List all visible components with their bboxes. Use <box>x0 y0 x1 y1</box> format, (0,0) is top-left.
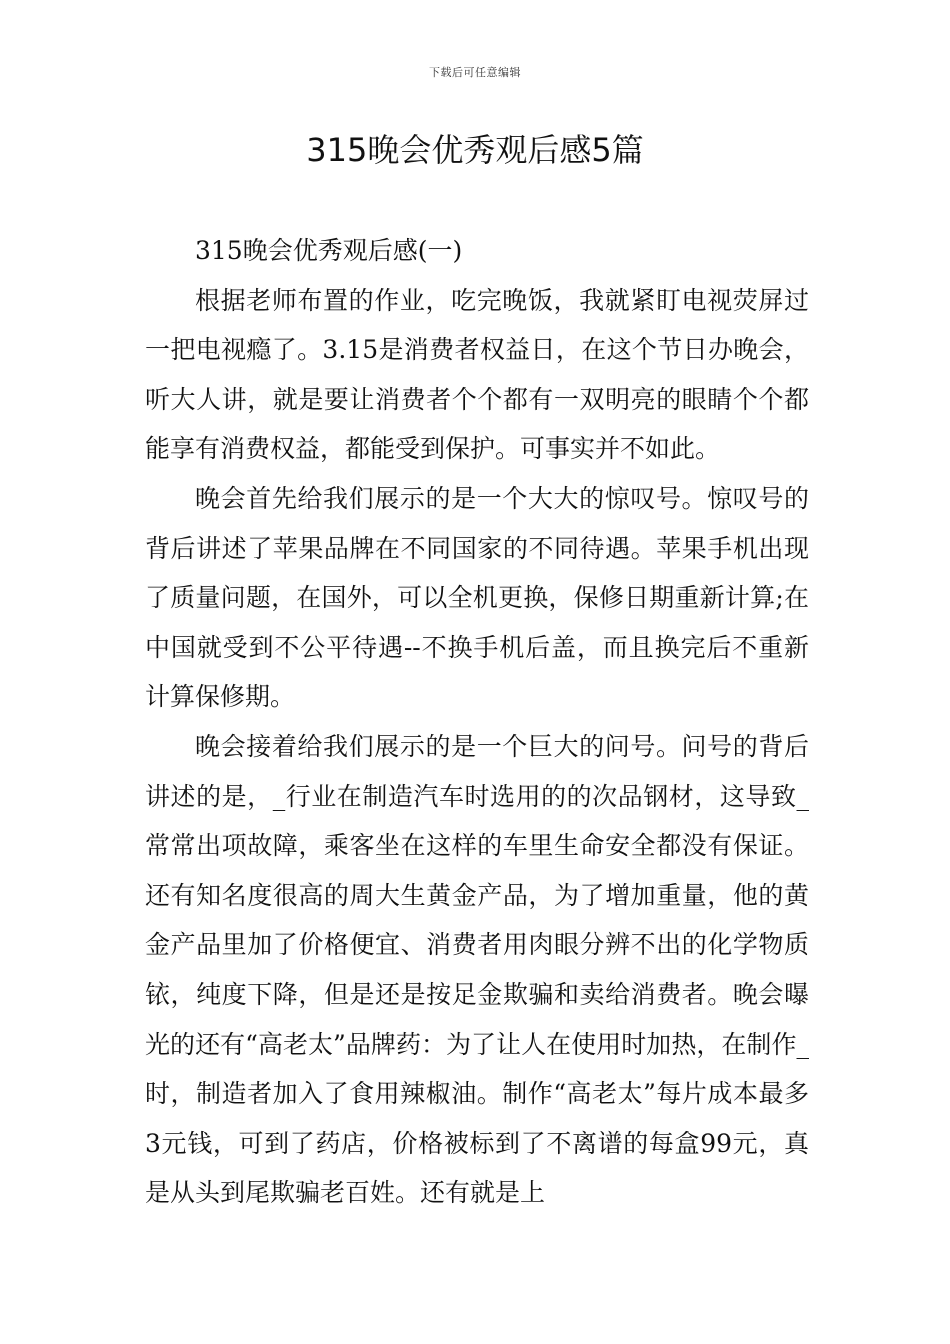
page-title: 315晚会优秀观后感5篇 <box>306 131 644 169</box>
document-body <box>145 226 809 1218</box>
paragraph-3: 晚会接着给我们展示的是一个巨大的问号。问号的背后讲述的是，_行业在制造汽车时选用的的次品钢材，这导致_常常出项故障，乘客坐在这样的车里生命安全都没有保证。还有知名度很高的周大生黄金产品，为了增加重量，他的黄金产品里加了价格便宜、消费者用肉眼分辨不出的化学物质铱，纯度下降，但是还是按足金欺骗和卖给消费者。晚会曝光的还有“高老太”品牌药：为了让人在使用时加热，在制作_时，制造者加入了食用辣椒油。制作“高老太”每片成本最多3元钱，可到了药店，价格被标到了不离谱的每盒99元，真是从头到尾欺骗老百姓。还有就是上 <box>145 731 809 1208</box>
header-note: 下载后可任意编辑 <box>429 66 521 79</box>
section-heading: 315晚会优秀观后感(一) <box>195 236 463 265</box>
paragraph-1: 根据老师布置的作业，吃完晚饭，我就紧盯电视荧屏过一把电视瘾了。3.15是消费者权益日，在这个节日办晚会，听大人讲，就是要让消费者个个都有一双明亮的眼睛个个都能享有消费权益，都能受到保护。可事实并不如此。 <box>145 285 809 464</box>
paragraph-2: 晚会首先给我们展示的是一个大大的惊叹号。惊叹号的背后讲述了苹果品牌在不同国家的不同待遇。苹果手机出现了质量问题，在国外，可以全机更换，保修日期重新计算;在中国就受到不公平待遇--不换手机后盖，而且换完后不重新计算保修期。 <box>145 483 809 712</box>
